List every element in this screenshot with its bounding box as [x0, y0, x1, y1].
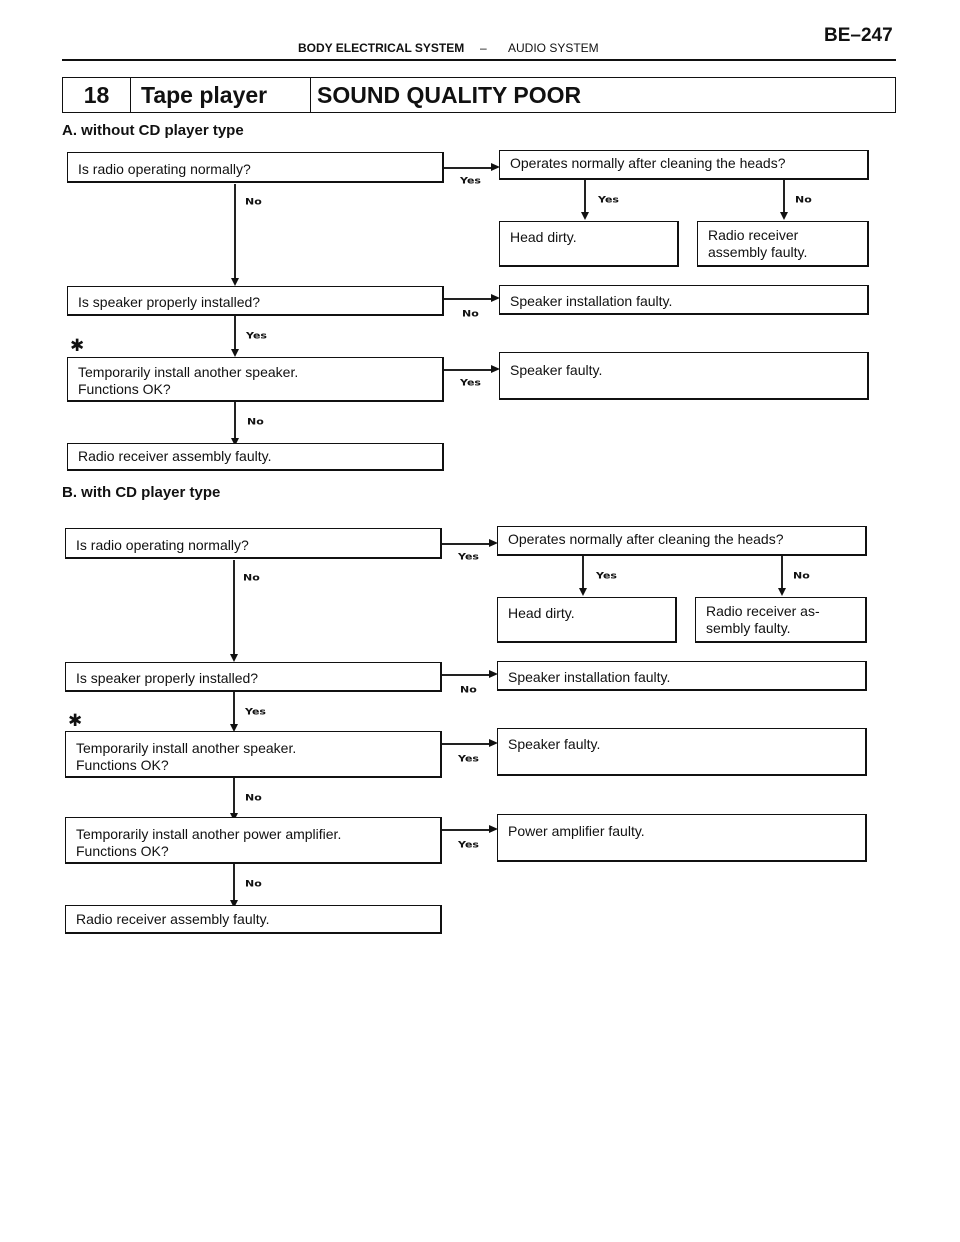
- yes-label: Yes: [245, 706, 266, 717]
- marker-icon: ✱: [68, 711, 83, 730]
- connector: [443, 369, 493, 371]
- question-text: Is radio operating normally?: [76, 537, 249, 553]
- question-clean-heads: [497, 526, 867, 556]
- result-head-dirty: [497, 597, 677, 643]
- question-speaker-installed: [65, 662, 442, 692]
- connector: [441, 543, 491, 545]
- question-clean-heads: [499, 150, 869, 180]
- result-installation-faulty: [497, 661, 867, 691]
- no-label: No: [247, 416, 264, 427]
- connector: [233, 690, 235, 726]
- connector: [234, 402, 236, 440]
- connector: [783, 180, 785, 214]
- title-bar: [62, 77, 896, 113]
- result-text: Head dirty.: [508, 605, 575, 621]
- problem-symptom: SOUND QUALITY POOR: [317, 81, 582, 108]
- result-text: Head dirty.: [510, 229, 577, 245]
- section-a-heading: A. without CD player type: [62, 122, 244, 139]
- result-text: Radio receiver assembly faulty.: [76, 911, 270, 927]
- yes-label: Yes: [458, 551, 479, 562]
- connector: [781, 556, 783, 590]
- result-receiver-assembly-faulty: [65, 905, 442, 934]
- question-text: Is speaker properly installed?: [76, 670, 259, 686]
- connector: [234, 184, 236, 280]
- question-temp-amplifier: [65, 817, 442, 864]
- no-label: No: [795, 194, 812, 205]
- result-installation-faulty: [499, 285, 869, 315]
- question-text: Is radio operating normally?: [78, 161, 251, 177]
- result-text: Radio receiver assembly faulty.: [78, 448, 272, 464]
- connector: [441, 674, 491, 676]
- connector: [443, 298, 493, 300]
- yes-label: Yes: [460, 175, 481, 186]
- result-text: Radio receiver assembly faulty.: [708, 227, 808, 260]
- no-label: No: [245, 792, 262, 803]
- result-text: Speaker installation faulty.: [508, 669, 671, 685]
- result-speaker-faulty: [499, 352, 869, 400]
- no-label: No: [793, 570, 810, 581]
- question-radio-operating: [67, 152, 444, 183]
- connector: [441, 829, 491, 831]
- no-label: No: [245, 196, 262, 207]
- no-label: No: [243, 572, 260, 583]
- connector: [234, 315, 236, 351]
- result-text: Speaker faulty.: [510, 362, 603, 378]
- question-temp-speaker: [65, 731, 442, 778]
- yes-label: Yes: [458, 753, 479, 764]
- header-rule: [62, 59, 896, 61]
- question-text: Operates normally after cleaning the heads?: [510, 155, 786, 171]
- problem-category: Tape player: [131, 78, 311, 112]
- system-name: BODY ELECTRICAL SYSTEM: [298, 41, 465, 55]
- page-number: BE–247: [824, 25, 893, 46]
- arrow-down: [778, 588, 786, 596]
- arrow-down: [231, 278, 239, 286]
- yes-label: Yes: [458, 839, 479, 850]
- question-text: Operates normally after cleaning the heads?: [508, 531, 784, 547]
- connector: [584, 180, 586, 214]
- yes-label: Yes: [246, 330, 267, 341]
- header-separator: –: [480, 41, 487, 55]
- question-text: Temporarily install another speaker. Functions OK?: [76, 740, 297, 773]
- result-amplifier-faulty: [497, 814, 867, 862]
- question-text: Temporarily install another power amplifier. Functions OK?: [76, 826, 342, 859]
- arrow-down: [579, 588, 587, 596]
- yes-label: Yes: [460, 377, 481, 388]
- arrow-down: [780, 212, 788, 220]
- question-speaker-installed: [67, 286, 444, 316]
- yes-label: Yes: [598, 194, 619, 205]
- result-text: Speaker installation faulty.: [510, 293, 673, 309]
- subsystem-name: AUDIO SYSTEM: [508, 41, 599, 55]
- result-text: Radio receiver as- sembly faulty.: [706, 603, 820, 636]
- question-text: Temporarily install another speaker. Functions OK?: [78, 364, 299, 397]
- result-receiver-faulty: [695, 597, 867, 643]
- section-b-heading: B. with CD player type: [62, 484, 221, 501]
- arrow-down: [231, 349, 239, 357]
- result-head-dirty: [499, 221, 679, 267]
- question-radio-operating: [65, 528, 442, 559]
- result-speaker-faulty: [497, 728, 867, 776]
- problem-number: 18: [63, 78, 131, 112]
- connector: [441, 743, 491, 745]
- result-text: Speaker faulty.: [508, 736, 601, 752]
- result-receiver-assembly-faulty: [67, 443, 444, 471]
- result-text: Power amplifier faulty.: [508, 823, 645, 839]
- arrow-down: [230, 654, 238, 662]
- yes-label: Yes: [596, 570, 617, 581]
- marker-icon: ✱: [70, 336, 85, 355]
- connector: [233, 864, 235, 902]
- arrow-down: [581, 212, 589, 220]
- no-label: No: [460, 684, 477, 695]
- question-temp-speaker: [67, 357, 444, 402]
- connector: [233, 560, 235, 656]
- connector: [443, 167, 493, 169]
- question-text: Is speaker properly installed?: [78, 294, 261, 310]
- no-label: No: [245, 878, 262, 889]
- no-label: No: [462, 308, 479, 319]
- result-receiver-faulty: [697, 221, 869, 267]
- connector: [582, 556, 584, 590]
- connector: [233, 777, 235, 815]
